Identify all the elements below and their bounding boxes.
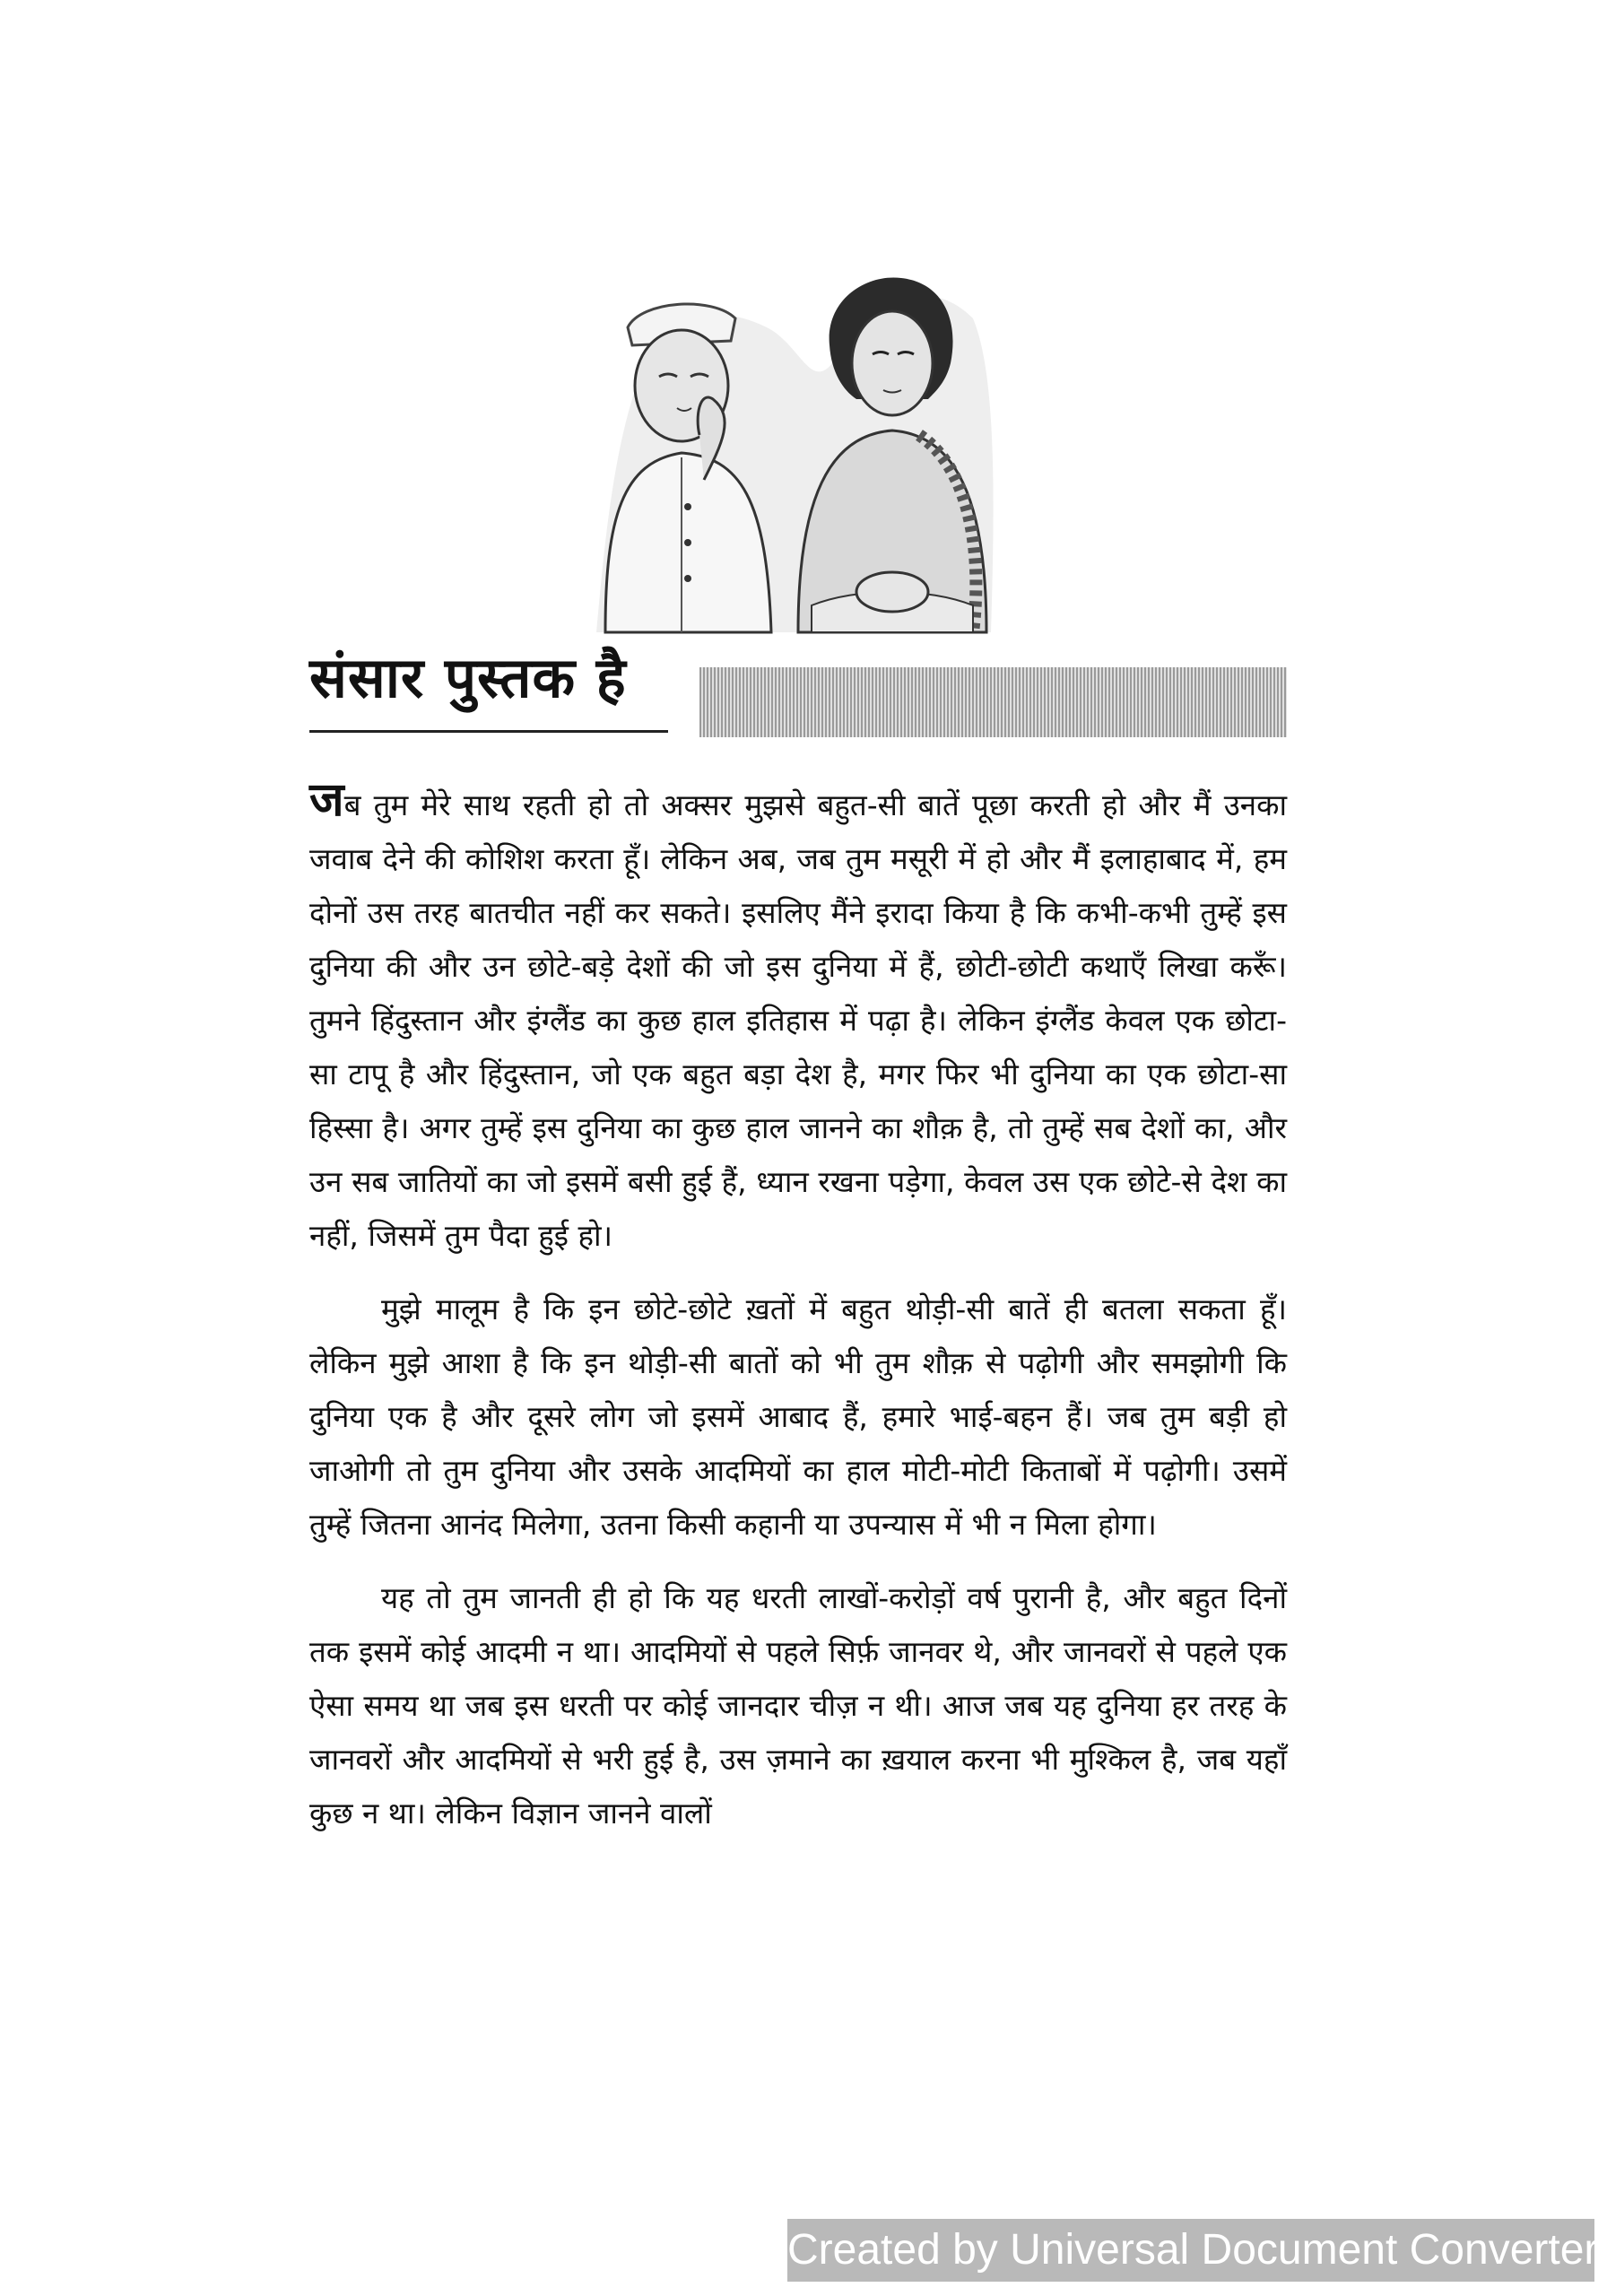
converter-watermark: Created by Universal Document Converter — [787, 2219, 1594, 2282]
portrait-illustration — [587, 265, 1000, 641]
paragraph-2: मुझे मालूम है कि इन छोटे-छोटे ख़तों में बहुत थोड़ी-सी बातें ही बतला सकता हूँ। लेकिन मुझे आशा है कि इन थोड़ी-सी बातों को भी तुम शौक़ से पढ़ोगी और समझोगी कि दुनिया एक है और दूसरे लोग जो इसमें आबाद हैं, हमारे भाई-बहन हैं। जब तुम बड़ी हो जाओगी तो तुम दुनिया और उसके आदमियों का हाल मोटी-मोटी किताबों में पढ़ोगी। उसमें तुम्हें जितना आनंद मिलेगा, उतना किसी कहानी या उपन्यास में भी न मिला होगा। — [309, 1292, 1287, 1542]
paragraph-1 — [309, 773, 1287, 1263]
title-underline — [309, 730, 668, 733]
paragraph-3: यह तो तुम जानती ही हो कि यह धरती लाखों-करोड़ों वर्ष पुरानी है, और बहुत दिनों तक इसमें कोई आदमी न था। आदमियों से पहले सिर्फ़ जानवर थे, और जानवरों से पहले एक ऐसा समय था जब इस धरती पर कोई जानदार चीज़ न थी। आज जब यह दुनिया हर तरह के जानवरों और आदमियों से भरी हुई है, उस ज़माने का ख़याल करना भी मुश्किल है, जब यहाँ कुछ न था। लेकिन विज्ञान जानने वालों — [309, 1580, 1287, 1831]
paragraph-1-text: ब तुम मेरे साथ रहती हो तो अक्सर मुझसे बहुत-सी बातें पूछा करती हो और मैं उनका जवाब देने की कोशिश करता हूँ। लेकिन अब, जब तुम मसूरी में हो और मैं इलाहाबाद में, हम दोनों उस तरह बातचीत नहीं कर सकते। इसलिए मैंने इरादा किया है कि कभी-कभी तुम्हें इस दुनिया की और उन छोटे-बड़े देशों की जो इस दुनिया में हैं, छोटी-छोटी कथाएँ लिखा करूँ। तुमने हिंदुस्तान और इंग्लैंड का कुछ हाल इतिहास में पढ़ा है। लेकिन इंग्लैंड केवल एक छोटा-सा टापू है और हिंदुस्तान, जो एक बहुत बड़ा देश है, मगर फिर भी दुनिया का एक छोटा-सा हिस्सा है। अगर तुम्हें इस दुनिया का कुछ हाल जानने का शौक़ है, तो तुम्हें सब देशों का, और उन सब जातियों का जो इसमें बसी हुई हैं, ध्यान रखना पड़ेगा, केवल उस एक छोटे-से देश का नहीं, जिसमें तुम पैदा हुई हो। — [309, 787, 1287, 1253]
title-decorative-bar — [699, 667, 1287, 737]
drop-cap: ज — [309, 773, 344, 827]
body-text — [309, 773, 1287, 1840]
chapter-title: संसार पुस्तक है — [309, 645, 627, 710]
